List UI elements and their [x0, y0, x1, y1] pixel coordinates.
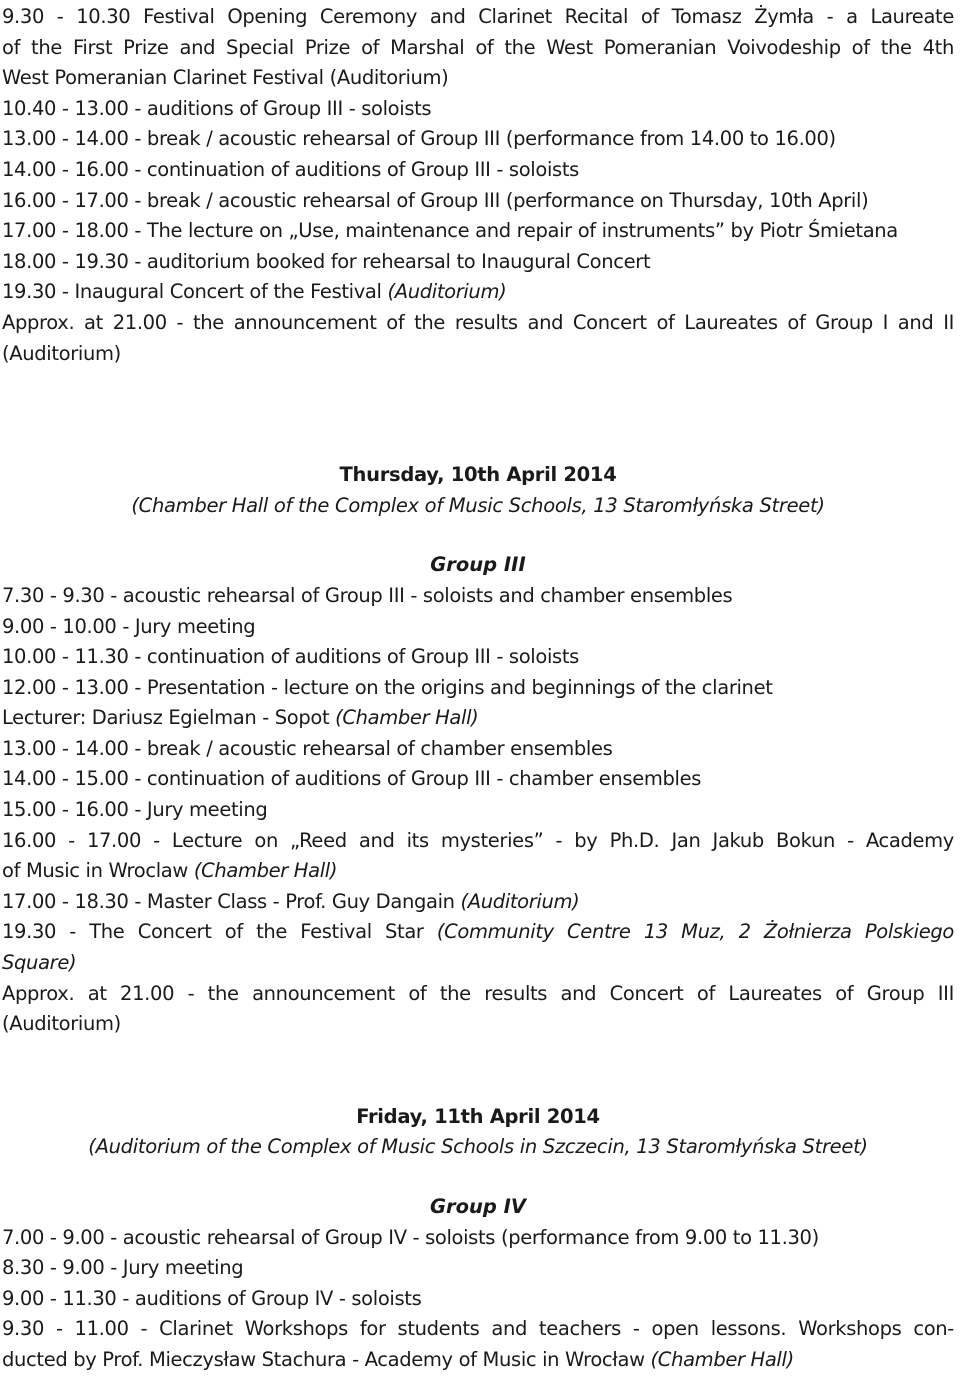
group-heading: Group IV [430, 1195, 526, 1218]
schedule-line: of the First Prize and Special Prize of Marshal of the West Pomeranian Voivodeship of the 4th [2, 35, 954, 59]
venue-label: (Auditorium) [460, 889, 580, 913]
schedule-line: 7.30 - 9.30 - acoustic rehearsal of Group III - soloists and chamber ensembles [2, 583, 733, 607]
venue-line: (Auditorium) [2, 1012, 121, 1036]
schedule-line: 14.00 - 16.00 - continuation of auditions of Group III - soloists [2, 157, 579, 181]
schedule-line: 16.00 - 17.00 - break / acoustic rehearsal of Group III (performance on Thursday, 10th April) [2, 188, 869, 212]
schedule-line: 16.00 - 17.00 - Lecture on „Reed and its mysteries” - by Ph.D. Jan Jakub Bokun - Academy [2, 828, 954, 852]
schedule-line [2, 917, 954, 948]
schedule-line: Approx. at 21.00 - the announcement of the results and Concert of Laureates of Group I and II [2, 310, 954, 334]
schedule-line: 9.00 - 11.30 - auditions of Group IV - soloists [2, 1286, 422, 1310]
festival-star-text: 19.30 - The Concert of the Festival Star [2, 920, 424, 944]
schedule-line: 12.00 - 13.00 - Presentation - lecture on the origins and beginnings of the clarinet [2, 675, 773, 699]
friday-section [2, 1102, 954, 1376]
schedule-line: 9.30 - 10.30 Festival Opening Ceremony and Clarinet Recital of Tomasz Żymła - a Laureate [2, 5, 954, 28]
workshop-text: ducted by Prof. Mieczysław Stachura - Academy of Music in Wrocław [2, 1347, 645, 1371]
day-location: (Chamber Hall of the Complex of Music Schools, 13 Staromłyńska Street) [131, 493, 825, 517]
schedule-line: 7.00 - 9.00 - acoustic rehearsal of Group IV - soloists (performance from 9.00 to 11.30) [2, 1225, 819, 1249]
day-heading: Friday, 11th April 2014 [356, 1104, 600, 1128]
schedule-line [2, 856, 954, 887]
master-class-text: 17.00 - 18.30 - Master Class - Prof. Guy Dangain [2, 889, 455, 913]
venue-label: (Auditorium) [387, 280, 507, 304]
schedule-line: 8.30 - 9.00 - Jury meeting [2, 1256, 244, 1280]
venue-label: (Chamber Hall) [335, 706, 479, 730]
academy-text: of Music in Wroclaw [2, 859, 188, 883]
schedule-line: 13.00 - 14.00 - break / acoustic rehearsal of Group III (performance from 14.00 to 16.00) [2, 127, 836, 151]
schedule-line: 10.40 - 13.00 - auditions of Group III - soloists [2, 96, 432, 120]
schedule-line: 13.00 - 14.00 - break / acoustic rehearsal of chamber ensembles [2, 736, 613, 760]
venue-label: (Chamber Hall) [650, 1347, 794, 1371]
schedule-line: 18.00 - 19.30 - auditorium booked for rehearsal to Inaugural Concert [2, 249, 651, 273]
lecturer-text: Lecturer: Dariusz Egielman - Sopot [2, 706, 330, 730]
schedule-line [2, 703, 954, 734]
day-heading: Thursday, 10th April 2014 [339, 463, 617, 487]
schedule-line: 10.00 - 11.30 - continuation of auditions of Group III - soloists [2, 645, 579, 669]
thursday-section [2, 460, 954, 1040]
group-heading: Group III [430, 553, 526, 577]
schedule-line [2, 1345, 954, 1376]
venue-line: Square) [2, 951, 77, 975]
schedule-line: West Pomeranian Clarinet Festival (Auditorium) [2, 66, 449, 90]
schedule-line: 14.00 - 15.00 - continuation of auditions of Group III - chamber ensembles [2, 767, 702, 791]
venue-label: (Chamber Hall) [193, 859, 338, 883]
schedule-line: 17.00 - 18.00 - The lecture on „Use, maintenance and repair of instruments” by Piotr Śmietana [2, 219, 898, 243]
schedule-line [2, 887, 954, 918]
day-location: (Auditorium of the Complex of Music Schools in Szczecin, 13 Staromłyńska Street) [88, 1135, 868, 1159]
schedule-line: 9.30 - 11.00 - Clarinet Workshops for students and teachers - open lessons. Workshops con- [2, 1317, 954, 1341]
schedule-line [2, 277, 954, 308]
day1-section [2, 2, 954, 369]
schedule-line: Approx. at 21.00 - the announcement of the results and Concert of Laureates of Group III [2, 981, 954, 1005]
venue-label: (Community Centre 13 Muz, 2 Żołnierza Polskiego [436, 920, 954, 944]
venue-line: (Auditorium) [2, 341, 121, 365]
inaugural-concert-text: 19.30 - Inaugural Concert of the Festival [2, 280, 382, 304]
schedule-line: 9.00 - 10.00 - Jury meeting [2, 614, 256, 638]
schedule-line: 15.00 - 16.00 - Jury meeting [2, 798, 268, 822]
